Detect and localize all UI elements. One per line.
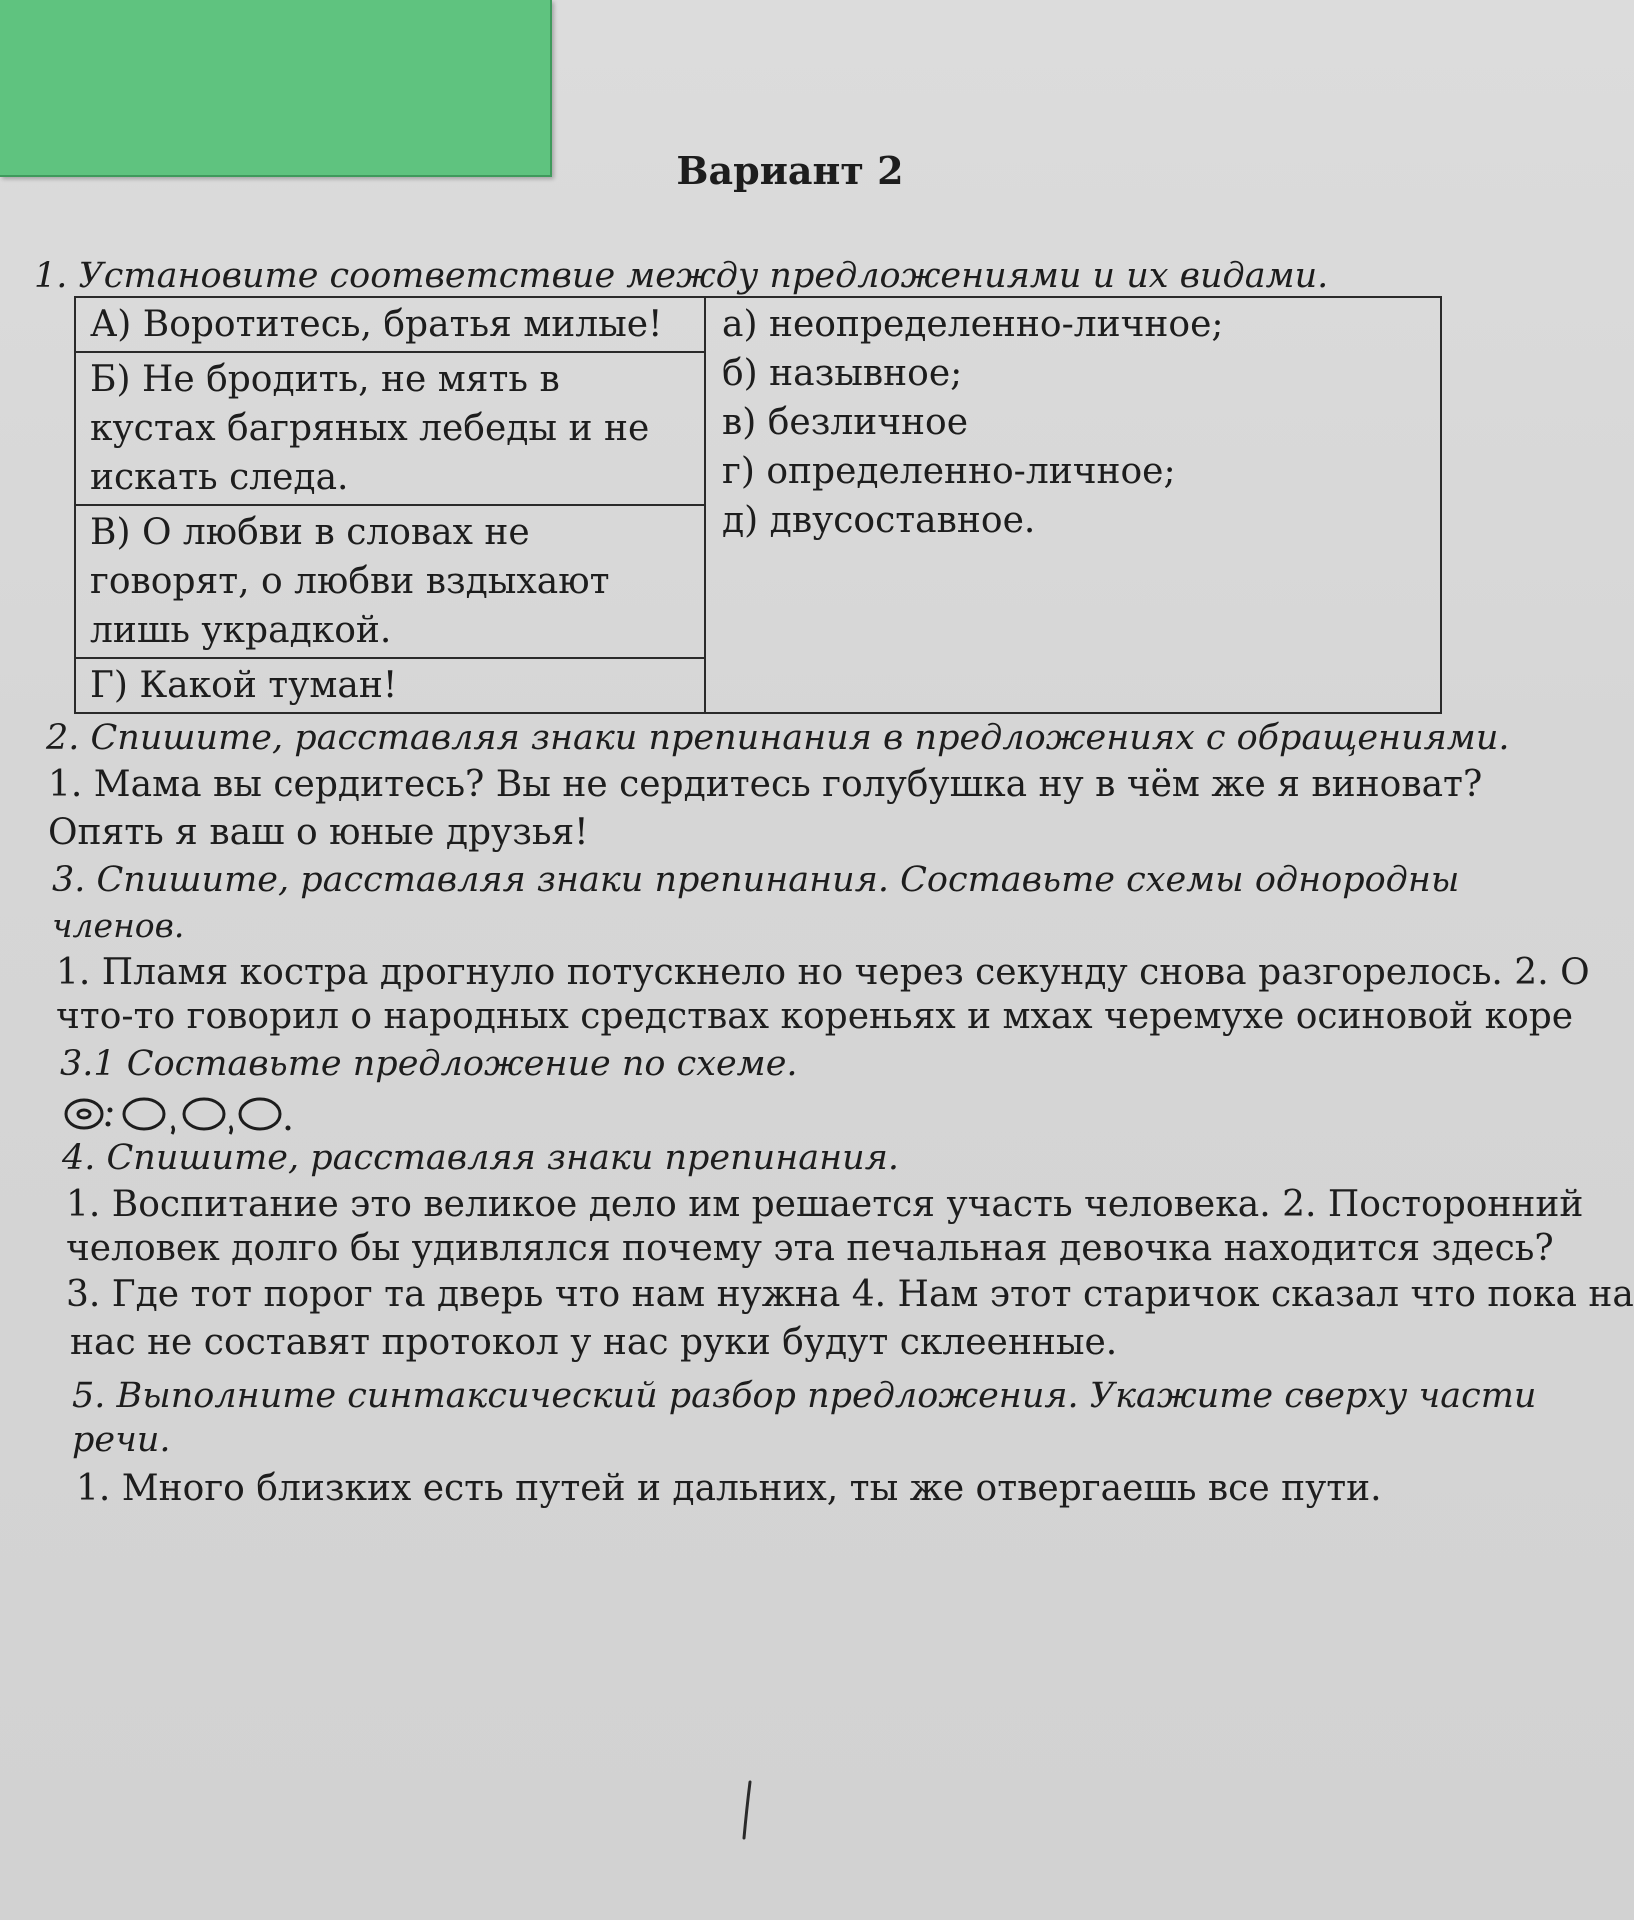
matching-table (74, 296, 1442, 714)
task3-line-1: 1. Пламя костра дрогнуло потускнело но через секунду снова разгорелось. 2. О (56, 952, 1590, 993)
type-option-g: г) определенно-личное; (722, 451, 1176, 492)
task5-prompt: 5. Выполните синтаксический разбор предложения. Укажите сверху части (72, 1376, 1537, 1416)
task4-line-1: 1. Воспитание это великое дело им решается участь человека. 2. Посторонний (66, 1184, 1584, 1225)
scheme-member-3 (240, 1099, 280, 1129)
scheme-comma-2 (230, 1126, 232, 1134)
task5-prompt-cont: речи. (72, 1420, 171, 1460)
page-title: Вариант 2 (676, 148, 904, 193)
scheme-generalizing-word (66, 1100, 102, 1128)
task4-line-4: нас не составят протокол у нас руки будут склеенные. (70, 1322, 1118, 1363)
scheme-member-1 (124, 1099, 164, 1129)
sentence-v: В) О любви в словах не говорят, о любви вздыхают лишь украдкой. (75, 505, 705, 658)
task4-line-3: 3. Где тот порог та дверь что нам нужна 4. Нам этот старичок сказал что пока на (66, 1274, 1634, 1315)
types-cell (705, 297, 1441, 713)
sentence-a: А) Воротитесь, братья милые! (75, 297, 705, 352)
task3-prompt: 3. Спишите, расставляя знаки препинания. Составьте схемы однородны (52, 860, 1460, 900)
scheme-member-2 (184, 1099, 224, 1129)
sentence-g: Г) Какой туман! (75, 658, 705, 713)
task3-line-2: что-то говорил о народных средствах кореньях и мхах черемухе осиновой коре (56, 996, 1574, 1037)
type-option-d: д) двусоставное. (722, 500, 1036, 541)
scheme-comma-1 (172, 1126, 174, 1134)
task31-prompt: 3.1 Составьте предложение по схеме. (60, 1044, 798, 1084)
type-option-v: в) безличное (722, 402, 969, 443)
task2-line-1: 1. Мама вы сердитесь? Вы не сердитесь голубушка ну в чём же я виноват? (48, 764, 1483, 805)
sentence-b: Б) Не бродить, не мять в кустах багряных лебеды и не искать следа. (75, 352, 705, 505)
type-option-b: б) назывное; (722, 353, 963, 394)
scheme-period (286, 1126, 291, 1131)
task1-prompt: 1. Установите соответствие между предложениями и их видами. (34, 256, 1329, 296)
scheme-colon-bottom (106, 1122, 111, 1127)
task2-prompt: 2. Спишите, расставляя знаки препинания в предложениях с обращениями. (46, 718, 1510, 758)
task4-prompt: 4. Спишите, расставляя знаки препинания. (62, 1138, 900, 1178)
scheme-generalizing-word-center (78, 1110, 90, 1118)
task3-prompt-cont: членов. (52, 906, 185, 945)
pen-mark (738, 1780, 758, 1840)
task2-line-2: Опять я ваш о юные друзья! (48, 812, 589, 853)
task4-line-2: человек долго бы удивлялся почему эта печальная девочка находится здесь? (66, 1228, 1554, 1269)
scheme-colon-top (108, 1108, 113, 1113)
sentence-scheme-diagram (62, 1090, 322, 1136)
task5-line-1: 1. Много близких есть путей и дальних, ты же отвергаешь все пути. (76, 1468, 1382, 1509)
type-option-a: а) неопределенно-личное; (722, 304, 1224, 345)
